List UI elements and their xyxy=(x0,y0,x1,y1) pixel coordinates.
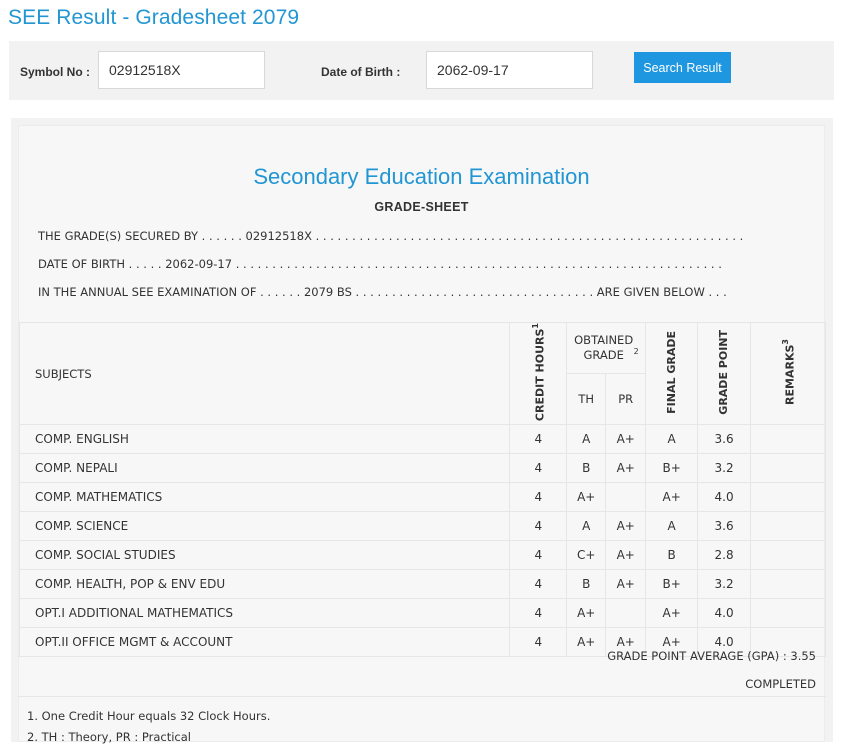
result-status: COMPLETED xyxy=(745,677,816,691)
final-grade-cell: A xyxy=(646,425,698,454)
remarks-cell xyxy=(751,599,826,628)
header-final-grade: FINAL GRADE xyxy=(646,323,698,425)
credit-cell: 4 xyxy=(510,570,567,599)
remarks-cell xyxy=(751,425,826,454)
header-credit-hours: CREDIT HOURS$^1$ xyxy=(510,323,567,425)
header-grade-point: GRADE POINT xyxy=(698,323,751,425)
th-grade-cell: A+ xyxy=(567,628,606,657)
pr-grade-cell: A+ xyxy=(606,512,646,541)
symbol-input[interactable] xyxy=(98,51,265,89)
final-grade-cell: A+ xyxy=(646,483,698,512)
credit-cell: 4 xyxy=(510,541,567,570)
th-grade-cell: C+ xyxy=(567,541,606,570)
header-subjects: SUBJECTS xyxy=(20,323,510,425)
gpa-summary: GRADE POINT AVERAGE (GPA) : 3.55 xyxy=(607,649,816,663)
pr-grade-cell xyxy=(606,483,646,512)
search-panel xyxy=(9,41,834,100)
remarks-cell xyxy=(751,483,826,512)
subject-cell: COMP. SCIENCE xyxy=(20,512,510,541)
subject-cell: OPT.II OFFICE MGMT & ACCOUNT xyxy=(20,628,510,657)
pr-grade-cell: A+ xyxy=(606,425,646,454)
grade-point-cell: 4.0 xyxy=(698,628,751,657)
th-grade-cell: A+ xyxy=(567,483,606,512)
final-grade-cell: B+ xyxy=(646,454,698,483)
exam-title: Secondary Education Examination xyxy=(253,164,590,189)
subject-cell: OPT.I ADDITIONAL MATHEMATICS xyxy=(20,599,510,628)
page-title: SEE Result - Gradesheet 2079 xyxy=(8,6,300,29)
header-th: TH xyxy=(567,374,606,425)
subject-cell: COMP. ENGLISH xyxy=(20,425,510,454)
final-grade-cell: B+ xyxy=(646,570,698,599)
final-grade-cell: A+ xyxy=(646,628,698,657)
remarks-cell xyxy=(751,570,826,599)
th-grade-cell: A xyxy=(567,512,606,541)
pr-grade-cell: A+ xyxy=(606,454,646,483)
remarks-cell xyxy=(751,512,826,541)
result-panel xyxy=(11,118,833,742)
grade-point-cell: 3.6 xyxy=(698,512,751,541)
grade-point-cell: 3.2 xyxy=(698,570,751,599)
final-grade-cell: B xyxy=(646,541,698,570)
credit-cell: 4 xyxy=(510,628,567,657)
sheet-title: GRADE-SHEET xyxy=(374,200,469,214)
credit-cell: 4 xyxy=(510,599,567,628)
dob-input[interactable] xyxy=(426,51,593,89)
table-row xyxy=(20,541,826,570)
info-line-candidate: THE GRADE(S) SECURED BY . . . . . . 02912518X . . . . . . . . . . . . . . . . . . . . . . . . . . . . . . . . . . . . . . . . . . . . . . . . . . . . . . . . . . . xyxy=(38,229,744,243)
subject-cell: COMP. SOCIAL STUDIES xyxy=(20,541,510,570)
pr-grade-cell: A+ xyxy=(606,570,646,599)
footer-divider xyxy=(19,696,826,697)
th-grade-cell: A xyxy=(567,425,606,454)
subject-cell: COMP. MATHEMATICS xyxy=(20,483,510,512)
th-grade-cell: B xyxy=(567,570,606,599)
footnote-th-pr: 2. TH : Theory, PR : Practical xyxy=(27,730,191,744)
subject-cell: COMP. HEALTH, POP & ENV EDU xyxy=(20,570,510,599)
footnote-credit-hour: 1. One Credit Hour equals 32 Clock Hours. xyxy=(27,709,271,723)
credit-cell: 4 xyxy=(510,512,567,541)
table-row xyxy=(20,483,826,512)
pr-grade-cell xyxy=(606,599,646,628)
info-line-exam: IN THE ANNUAL SEE EXAMINATION OF . . . . . . 2079 BS . . . . . . . . . . . . . . . . . . . . . . . . . . . . . . . . . ARE GIVEN BELOW . . . xyxy=(38,285,727,299)
grade-point-cell: 3.6 xyxy=(698,425,751,454)
remarks-cell xyxy=(751,541,826,570)
table-row xyxy=(20,512,826,541)
credit-cell: 4 xyxy=(510,425,567,454)
final-grade-cell: A+ xyxy=(646,599,698,628)
header-pr: PR xyxy=(606,374,646,425)
subject-cell: COMP. NEPALI xyxy=(20,454,510,483)
dob-label: Date of Birth : xyxy=(321,65,401,79)
pr-grade-cell: A+ xyxy=(606,541,646,570)
table-row xyxy=(20,570,826,599)
grade-point-cell: 4.0 xyxy=(698,599,751,628)
remarks-cell xyxy=(751,454,826,483)
table-row xyxy=(20,599,826,628)
grade-point-cell: 2.8 xyxy=(698,541,751,570)
search-result-button[interactable]: Search Result xyxy=(634,52,731,83)
credit-cell: 4 xyxy=(510,483,567,512)
pr-grade-cell: A+ xyxy=(606,628,646,657)
final-grade-cell: A xyxy=(646,512,698,541)
info-line-dob: DATE OF BIRTH . . . . . 2062-09-17 . . . . . . . . . . . . . . . . . . . . . . . . . . . . . . . . . . . . . . . . . . . . . . . . . . . . . . . . . . . . . . . . . . . xyxy=(38,257,722,271)
header-remarks: REMARKS$^3$ xyxy=(751,323,826,425)
th-grade-cell: A+ xyxy=(567,599,606,628)
gradesheet xyxy=(18,125,825,742)
credit-cell: 4 xyxy=(510,454,567,483)
grades-table xyxy=(19,322,826,657)
th-grade-cell: B xyxy=(567,454,606,483)
header-obtained-grade: OBTAINED GRADE $^2$ xyxy=(567,323,646,374)
grade-point-cell: 3.2 xyxy=(698,454,751,483)
table-row xyxy=(20,454,826,483)
table-row xyxy=(20,425,826,454)
symbol-label: Symbol No : xyxy=(20,65,91,79)
grade-point-cell: 4.0 xyxy=(698,483,751,512)
